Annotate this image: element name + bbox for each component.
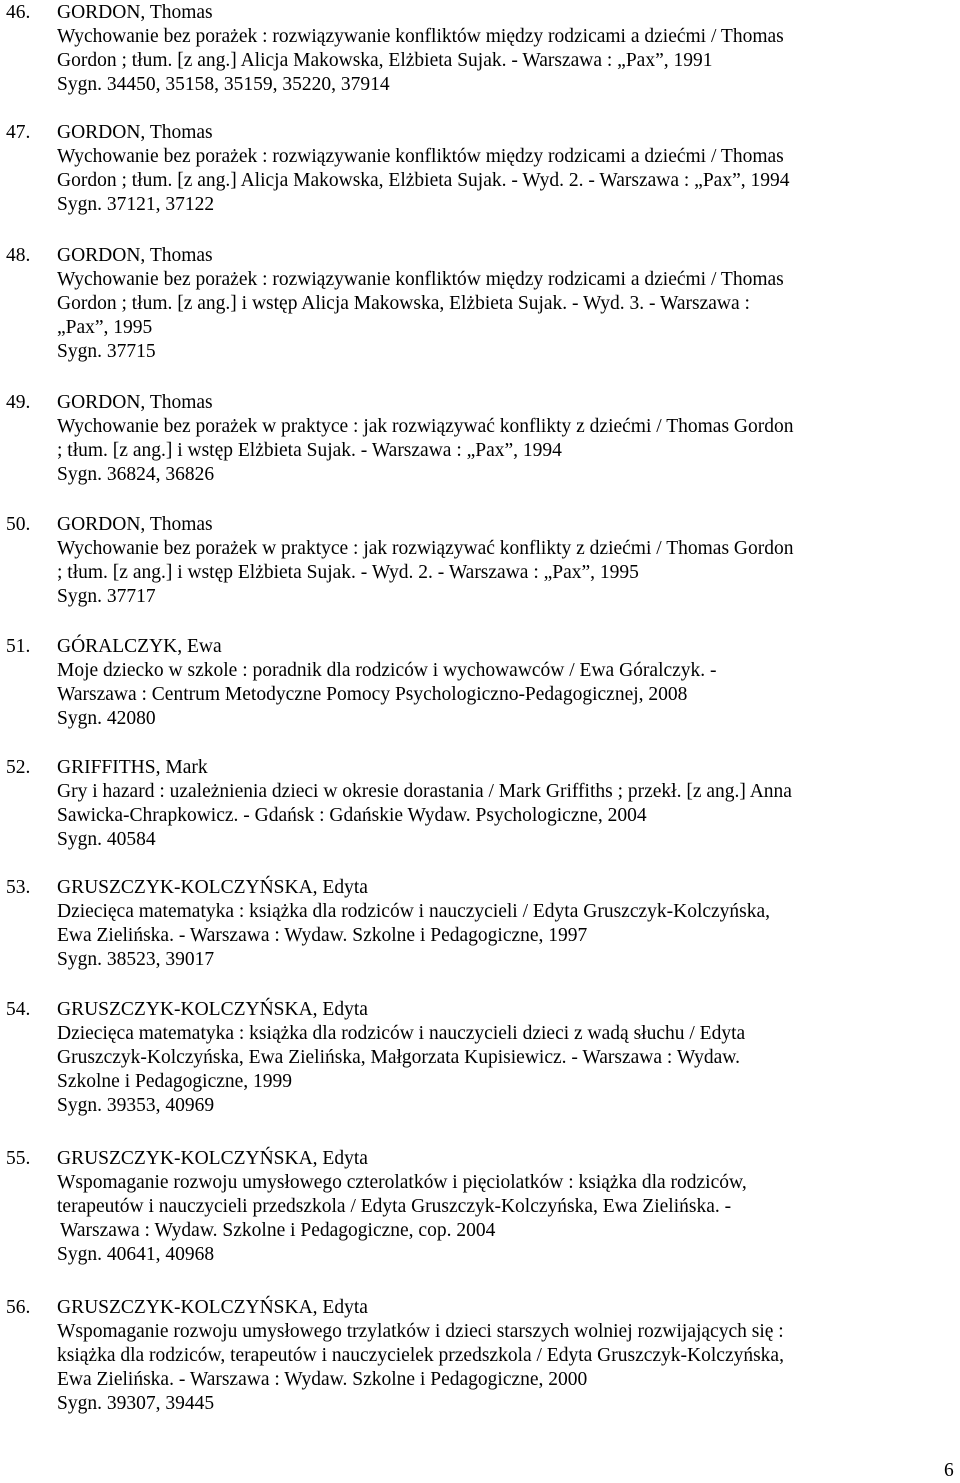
entry-number: 49.: [6, 392, 31, 413]
entry-description-line: Wspomaganie rozwoju umysłowego trzylatków i dzieci starszych wolniej rozwijających się :: [57, 1321, 784, 1342]
bibliography-entry-51: [0, 635, 960, 731]
entry-description-line: Warszawa : Wydaw. Szkolne i Pedagogiczne, cop. 2004: [60, 1220, 496, 1241]
entry-author: GORDON, Thomas: [57, 514, 213, 535]
bibliography-entry-46: [0, 1, 960, 97]
entry-description-line: Ewa Zielińska. - Warszawa : Wydaw. Szkolne i Pedagogiczne, 2000: [57, 1369, 588, 1390]
entry-number: 54.: [6, 999, 31, 1020]
entry-description-line: Gordon ; tłum. [z ang.] i wstęp Alicja Makowska, Elżbieta Sujak. - Wyd. 3. - Warszawa :: [57, 293, 750, 314]
bibliography-entry-50: [0, 513, 960, 609]
bibliography-entry-53: [0, 876, 960, 972]
entry-content: [57, 876, 957, 972]
entry-description-line: ; tłum. [z ang.] i wstęp Elżbieta Sujak. - Wyd. 2. - Warszawa : „Pax”, 1995: [57, 562, 639, 583]
entry-author: GRUSZCZYK-KOLCZYŃSKA, Edyta: [57, 877, 368, 898]
entry-description-line: Dziecięca matematyka : książka dla rodziców i nauczycieli dzieci z wadą słuchu / Edyta: [57, 1023, 746, 1044]
entry-content: [57, 1147, 957, 1267]
entry-number: 48.: [6, 245, 31, 266]
entry-number: 55.: [6, 1148, 31, 1169]
entry-call-number: Sygn. 38523, 39017: [57, 949, 215, 970]
entry-description-line: Warszawa : Centrum Metodyczne Pomocy Psychologiczno-Pedagogicznej, 2008: [57, 684, 688, 705]
entry-description-line: Szkolne i Pedagogiczne, 1999: [57, 1071, 293, 1092]
entry-author: GRUSZCZYK-KOLCZYŃSKA, Edyta: [57, 999, 368, 1020]
entry-content: [57, 756, 957, 852]
entry-content: [57, 121, 957, 217]
entry-description-line: terapeutów i nauczycieli przedszkola / Edyta Gruszczyk-Kolczyńska, Ewa Zielińska. -: [57, 1196, 732, 1217]
entry-content: [57, 998, 957, 1118]
bibliography-entry-54: [0, 998, 960, 1118]
entry-author: GRIFFITHS, Mark: [57, 757, 208, 778]
entry-description-line: „Pax”, 1995: [57, 317, 153, 338]
entry-call-number: Sygn. 39353, 40969: [57, 1095, 215, 1116]
entry-number: 52.: [6, 757, 31, 778]
entry-description-line: Wspomaganie rozwoju umysłowego czterolatków i pięciolatków : książka dla rodziców,: [57, 1172, 747, 1193]
entry-description-line: Gry i hazard : uzależnienia dzieci w okresie dorastania / Mark Griffiths ; przekł. [z ang.] Anna: [57, 781, 792, 802]
entry-description-line: Wychowanie bez porażek w praktyce : jak rozwiązywać konflikty z dziećmi / Thomas Gordon: [57, 538, 794, 559]
entry-author: GORDON, Thomas: [57, 245, 213, 266]
bibliography-entry-48: [0, 244, 960, 364]
entry-call-number: Sygn. 40584: [57, 829, 156, 850]
entry-call-number: Sygn. 36824, 36826: [57, 464, 215, 485]
entry-author: GRUSZCZYK-KOLCZYŃSKA, Edyta: [57, 1148, 368, 1169]
entry-content: [57, 391, 957, 487]
entry-content: [57, 635, 957, 731]
entry-author: GORDON, Thomas: [57, 2, 213, 23]
entry-author: GÓRALCZYK, Ewa: [57, 636, 222, 657]
entry-description-line: Wychowanie bez porażek : rozwiązywanie konfliktów między rodzicami a dziećmi / Thomas: [57, 146, 784, 167]
entry-number: 50.: [6, 514, 31, 535]
entry-description-line: Gordon ; tłum. [z ang.] Alicja Makowska, Elżbieta Sujak. - Warszawa : „Pax”, 1991: [57, 50, 713, 71]
entry-number: 46.: [6, 2, 31, 23]
entry-description-line: Gordon ; tłum. [z ang.] Alicja Makowska, Elżbieta Sujak. - Wyd. 2. - Warszawa : „Pax”, 1994: [57, 170, 790, 191]
entry-number: 56.: [6, 1297, 31, 1318]
entry-author: GRUSZCZYK-KOLCZYŃSKA, Edyta: [57, 1297, 368, 1318]
entry-description-line: Dziecięca matematyka : książka dla rodziców i nauczycieli / Edyta Gruszczyk-Kolczyńska,: [57, 901, 771, 922]
entry-call-number: Sygn. 37715: [57, 341, 156, 362]
bibliography-entry-52: [0, 756, 960, 852]
entry-description-line: Moje dziecko w szkole : poradnik dla rodziców i wychowawców / Ewa Góralczyk. -: [57, 660, 717, 681]
entry-content: [57, 244, 957, 364]
entry-call-number: Sygn. 37717: [57, 586, 156, 607]
page-number: 6: [944, 1460, 954, 1481]
entry-description-line: ; tłum. [z ang.] i wstęp Elżbieta Sujak. - Warszawa : „Pax”, 1994: [57, 440, 562, 461]
entry-call-number: Sygn. 39307, 39445: [57, 1393, 215, 1414]
bibliography-entry-55: [0, 1147, 960, 1267]
bibliography-entry-56: [0, 1296, 960, 1416]
entry-description-line: książka dla rodziców, terapeutów i nauczycielek przedszkola / Edyta Gruszczyk-Kolczyńska,: [57, 1345, 784, 1366]
entry-description-line: Ewa Zielińska. - Warszawa : Wydaw. Szkolne i Pedagogiczne, 1997: [57, 925, 588, 946]
entry-number: 47.: [6, 122, 31, 143]
entry-description-line: Wychowanie bez porażek : rozwiązywanie konfliktów między rodzicami a dziećmi / Thomas: [57, 26, 784, 47]
entry-description-line: Sawicka-Chrapkowicz. - Gdańsk : Gdańskie Wydaw. Psychologiczne, 2004: [57, 805, 647, 826]
entry-call-number: Sygn. 37121, 37122: [57, 194, 215, 215]
entry-description-line: Gruszczyk-Kolczyńska, Ewa Zielińska, Małgorzata Kupisiewicz. - Warszawa : Wydaw.: [57, 1047, 740, 1068]
entry-author: GORDON, Thomas: [57, 392, 213, 413]
entry-content: [57, 1296, 957, 1416]
entry-call-number: Sygn. 34450, 35158, 35159, 35220, 37914: [57, 74, 390, 95]
entry-content: [57, 1, 957, 97]
entry-content: [57, 513, 957, 609]
entry-call-number: Sygn. 40641, 40968: [57, 1244, 215, 1265]
entry-description-line: Wychowanie bez porażek : rozwiązywanie konfliktów między rodzicami a dziećmi / Thomas: [57, 269, 784, 290]
entry-number: 53.: [6, 877, 31, 898]
entry-author: GORDON, Thomas: [57, 122, 213, 143]
entry-call-number: Sygn. 42080: [57, 708, 156, 729]
bibliography-entry-47: [0, 121, 960, 217]
entry-number: 51.: [6, 636, 31, 657]
bibliography-entry-49: [0, 391, 960, 487]
entry-description-line: Wychowanie bez porażek w praktyce : jak rozwiązywać konflikty z dziećmi / Thomas Gordon: [57, 416, 794, 437]
